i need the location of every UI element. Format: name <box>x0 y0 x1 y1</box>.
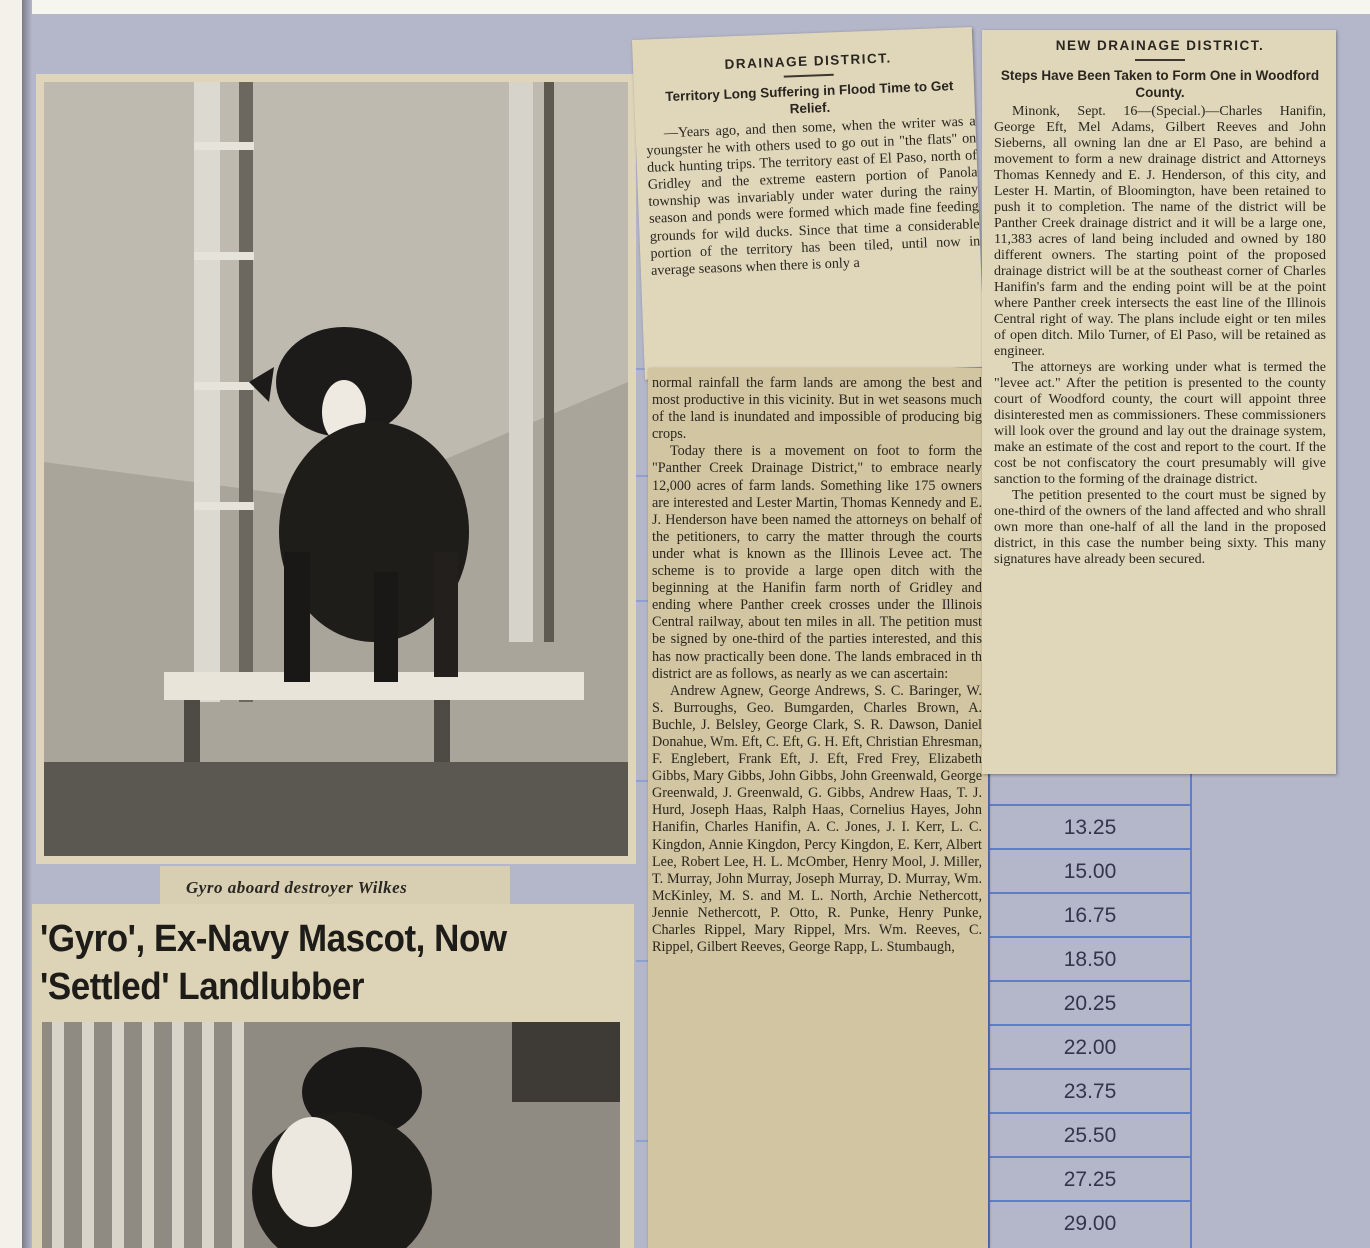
dog-stairs-illustration <box>42 1022 620 1248</box>
article-1-paragraph: normal rainfall the farm lands are among the best and most productive in this vicinity. But in wet seasons much of the land is inundated and impossible of producing big crops. <box>652 375 982 443</box>
dog-on-ship-photo <box>44 82 628 856</box>
price-cell: 15.00 <box>990 848 1190 894</box>
price-table <box>988 760 1192 1248</box>
article-2-subtitle: Steps Have Been Taken to Form One in Woodford County. <box>1000 68 1320 100</box>
title-rule <box>784 74 834 78</box>
photo-clipping <box>36 74 636 864</box>
price-cell: 27.25 <box>990 1156 1190 1202</box>
title-rule <box>1135 59 1185 61</box>
dog-photo-illustration <box>44 82 628 856</box>
drainage-district-article-top <box>643 47 981 279</box>
article-2-title: NEW DRAINAGE DISTRICT. <box>1055 38 1265 53</box>
article-1-paragraph: —Years ago, and then some, when the writer was a youngster he with others used to go out in "the flats" on duck hunting trips. The territory east of El Paso, north of Gridley and the extreme eastern portion of Panola township was invariably under water during the rainy season and ponds were formed which made fine feeding grounds for wild ducks. Since that time a considerable portion of the territory has been tiled, until now in average seasons when there is only a <box>646 113 981 279</box>
price-cell: 29.00 <box>990 1200 1190 1246</box>
dog-second-photo <box>42 1022 620 1248</box>
article-2-paragraph: Minonk, Sept. 16—(Special.)—Charles Hanifin, George Eft, Mel Adams, Gilbert Reeves and John Sieberns, all owning lan dne ar El Paso, are behind a movement to form a new drainage district and Attorneys Thomas Kennedy and E. J. Henderson, of this city, and Lester H. Martin, of Bloomington, have been retained to push it to completion. The name of the district will be Panther Creek drainage district and it will be a large one, 11,383 acres of land being included and owned by 180 different owners. The starting point of the proposed drainage district will be at the southeast corner of Charles Hanifin's farm and the ending point will be at the point where Panther creek intersects the east line of the Illinois Central right of way. The plans include eight or ten miles of open ditch. Milo Turner, of El Paso, will be retained as engineer. <box>994 104 1326 359</box>
gyro-headline: 'Gyro', Ex-Navy Mascot, Now 'Settled' Landlubber <box>40 918 507 1008</box>
page-shadow <box>22 0 32 1248</box>
price-cell: 18.50 <box>990 936 1190 982</box>
article-2-paragraph: The petition presented to the court must be signed by one-third of the owners of the land affected and who shrall own more than one-half of all the land in the proposed district, in this case the number being sixty. This many signatures have already been secured. <box>994 488 1326 567</box>
price-cell: 20.25 <box>990 980 1190 1026</box>
photo-caption: Gyro aboard destroyer Wilkes <box>186 878 408 897</box>
article-1-paragraph: Today there is a movement on foot to form the "Panther Creek Drainage District," to embrace nearly 12,000 acres of farm lands. Something like 175 owners are interested and Lester Martin, Thomas Kennedy and E. J. Henderson have been named the attorneys on behalf of the petitioners, to carry the matter through the courts under what is known as the Illinois Levee act. The scheme is to provide a large open ditch with the beginning at the Hanifin farm north of Gridley and ending where Panther creek crosses under the Illinois Central railway, about ten miles in all. The petition must be signed by one-third of the parties interested, and this has now practically been done. The lands embraced in th district are as follows, as nearly as we can ascertain: <box>652 443 982 682</box>
price-cell: 25.50 <box>990 1112 1190 1158</box>
price-cell: 16.75 <box>990 892 1190 938</box>
price-cell: 23.75 <box>990 1068 1190 1114</box>
new-drainage-district-article <box>994 38 1326 568</box>
price-cell: 13.25 <box>990 804 1190 850</box>
drainage-district-article-bottom <box>652 372 982 956</box>
article-2-paragraph: The attorneys are working under what is termed the "levee act." After the petition is presented to the county court of Woodford county, the court will appoint three disinterested men as commissioners. These commissioners will look over the ground and lay out the drainage system, make an estimate of the cost and report to the court. If the cost be not confiscatory the court presumably will give sanction to the forming of the drainage district. <box>994 360 1326 487</box>
article-1-title: DRAINAGE DISTRICT. <box>724 50 893 72</box>
article-2-body <box>994 104 1326 568</box>
scrapbook-top-edge <box>0 0 1370 14</box>
article-1-subtitle: Territory Long Suffering in Flood Time to Get Relief. <box>665 78 954 117</box>
article-1-body <box>652 375 982 956</box>
article-1-owner-list: Andrew Agnew, George Andrews, S. C. Baringer, W. S. Burroughs, Geo. Bumgarden, Charles Brown, A. Buchle, J. Belsley, George Clark, S. R. Dawson, Daniel Donahue, Wm. Eft, C. Eft, G. H. Eft, Christian Ehresman, F. Englebert, Frank Eft, J. Eft, Fred Frey, Elizabeth Gibbs, Mary Gibbs, John Gibbs, John Greenwald, George Greenwald, J. Greenwald, G. Gibbs, Andrew Haas, T. J. Hurd, Joseph Haas, Ralph Haas, Cornelius Hayes, John Hanifin, Charles Hanifin, A. C. Jones, J. I. Kerr, L. C. Kingdon, Annie Kingdon, Percy Kingdon, E. Kerr, Albert Lee, Robert Lee, H. L. McOmber, Henry Mool, J. Miller, T. Murray, John Murray, Joseph Murray, D. Murray, Wm. McKinley, M. S. and M. L. North, Archie Nethercott, Jennie Nethercott, P. Otto, R. Punke, Henry Punke, Charles Rippel, Mary Rippel, Mrs. Wm. Reeves, C. Rippel, Gilbert Reeves, George Rapp, L. Stumbaugh, <box>652 682 982 956</box>
article-1-intro <box>646 113 982 279</box>
price-cell: 22.00 <box>990 1024 1190 1070</box>
scrapbook-left-edge <box>0 0 22 1248</box>
